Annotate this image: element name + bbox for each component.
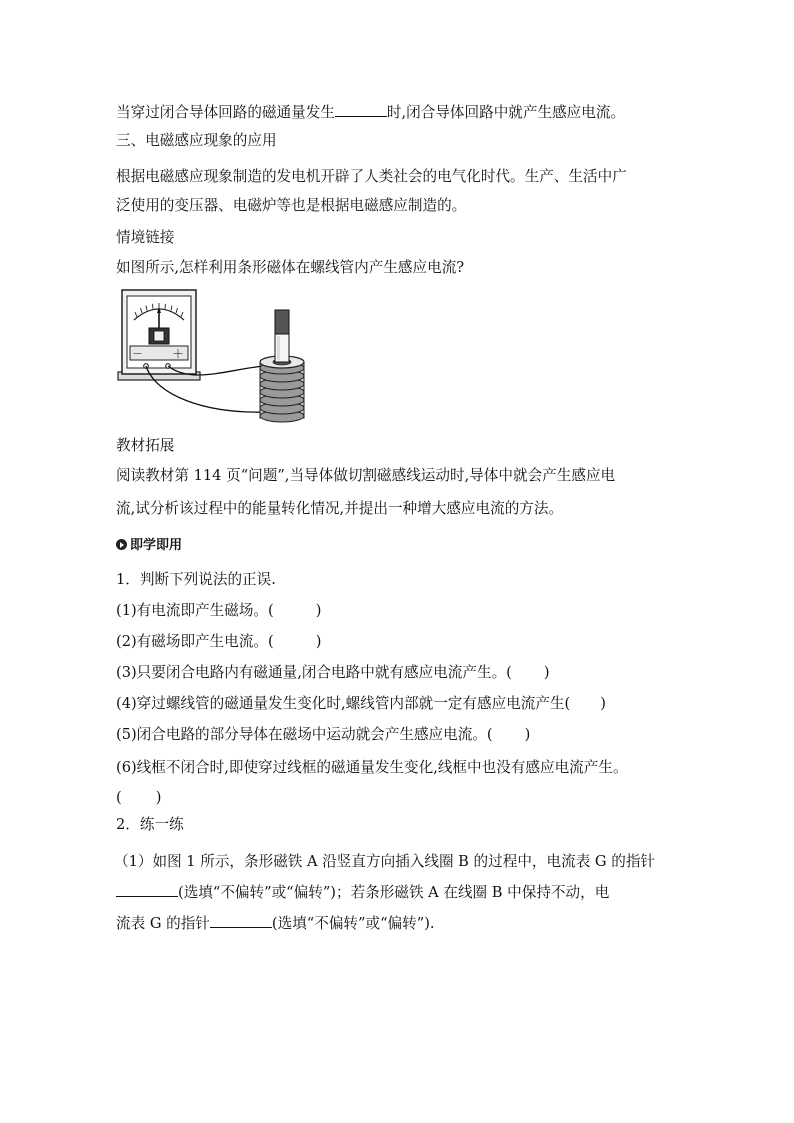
answer-blank[interactable] — [210, 913, 272, 928]
text-line-3: 根据电磁感应现象制造的发电机开辟了人类社会的电气化时代。生产、生活中广 — [116, 168, 627, 185]
section-heading: 三、电磁感应现象的应用 — [116, 132, 277, 149]
judge-item-6: (6)线框不闭合时,即使穿过线框的磁通量发生变化,线框中也没有感应电流产生。 — [116, 759, 628, 776]
question-1-title: 1．判断下列说法的正误. — [116, 571, 276, 588]
text-line-8: 阅读教材第 114 页“问题”,当导体做切割磁感线运动时,导体中就会产生感应电 — [116, 467, 616, 484]
text-line-4: 泛使用的变压器、电磁炉等也是根据电磁感应制造的。 — [116, 197, 467, 214]
text-line-6: 如图所示,怎样利用条形磁体在螺线管内产生感应电流? — [116, 259, 465, 276]
text-segment: (选填“不偏转”或“偏转”)；若条形磁铁 A 在线圈 B 中保持不动，电 — [178, 884, 610, 901]
question-2-title: 2．练一练 — [116, 816, 184, 833]
paren-close: ) — [524, 726, 531, 743]
paren-close: ) — [315, 633, 322, 650]
minus-label: － — [132, 347, 143, 360]
paren-close: ) — [315, 602, 322, 619]
play-bullet-icon — [116, 539, 127, 550]
text-line-1 — [116, 102, 686, 123]
paren-close: ) — [155, 789, 162, 806]
judge-text: (2)有磁场即产生电流。( — [116, 633, 274, 650]
text-line-9: 流,试分析该过程中的能量转化情况,并提出一种增大感应电流的方法。 — [116, 500, 564, 517]
text-segment: 当穿过闭合导体回路的磁通量发生 — [116, 104, 335, 121]
answer-blank[interactable] — [335, 102, 387, 117]
judge-item-3 — [116, 663, 686, 683]
judge-text: (3)只要闭合电路内有磁通量,闭合电路中就有感应电流产生。( — [116, 664, 512, 681]
practice-text-3 — [116, 913, 686, 934]
plus-label: ＋ — [172, 347, 185, 361]
text-segment: (选填“不偏转”或“偏转”). — [271, 915, 435, 932]
answer-blank[interactable] — [116, 882, 178, 897]
paren-open: ( — [116, 789, 122, 806]
paren-close: ) — [600, 695, 606, 712]
judge-text: (4)穿过螺线管的磁通量发生变化时,螺线管内部就一定有感应电流产生( — [116, 695, 571, 712]
judge-item-2 — [116, 632, 686, 652]
judge-text: (5)闭合电路的部分导体在磁场中运动就会产生感应电流。( — [116, 726, 493, 743]
judge-item-1 — [116, 601, 686, 621]
practice-heading-label: 即学即用 — [130, 538, 183, 553]
practice-heading — [116, 535, 686, 556]
text-segment: 流表 G 的指针 — [116, 915, 210, 932]
paren-close: ) — [543, 664, 550, 681]
practice-text-2 — [116, 882, 686, 903]
text-segment: 时,闭合导体回路中就产生感应电流。 — [386, 104, 626, 121]
judge-item-4 — [116, 694, 686, 714]
judge-item-6-paren — [116, 788, 686, 808]
galvanometer-coil-figure — [116, 284, 316, 424]
subheading-scenario: 情境链接 — [116, 229, 175, 246]
judge-text: (1)有电流即产生磁场。( — [116, 602, 274, 619]
practice-text-1: （1）如图 1 所示，条形磁铁 A 沿竖直方向插入线圈 B 的过程中，电流表 G 的指针 — [114, 853, 656, 870]
judge-item-5 — [116, 725, 686, 745]
subheading-extension: 教材拓展 — [116, 437, 175, 454]
